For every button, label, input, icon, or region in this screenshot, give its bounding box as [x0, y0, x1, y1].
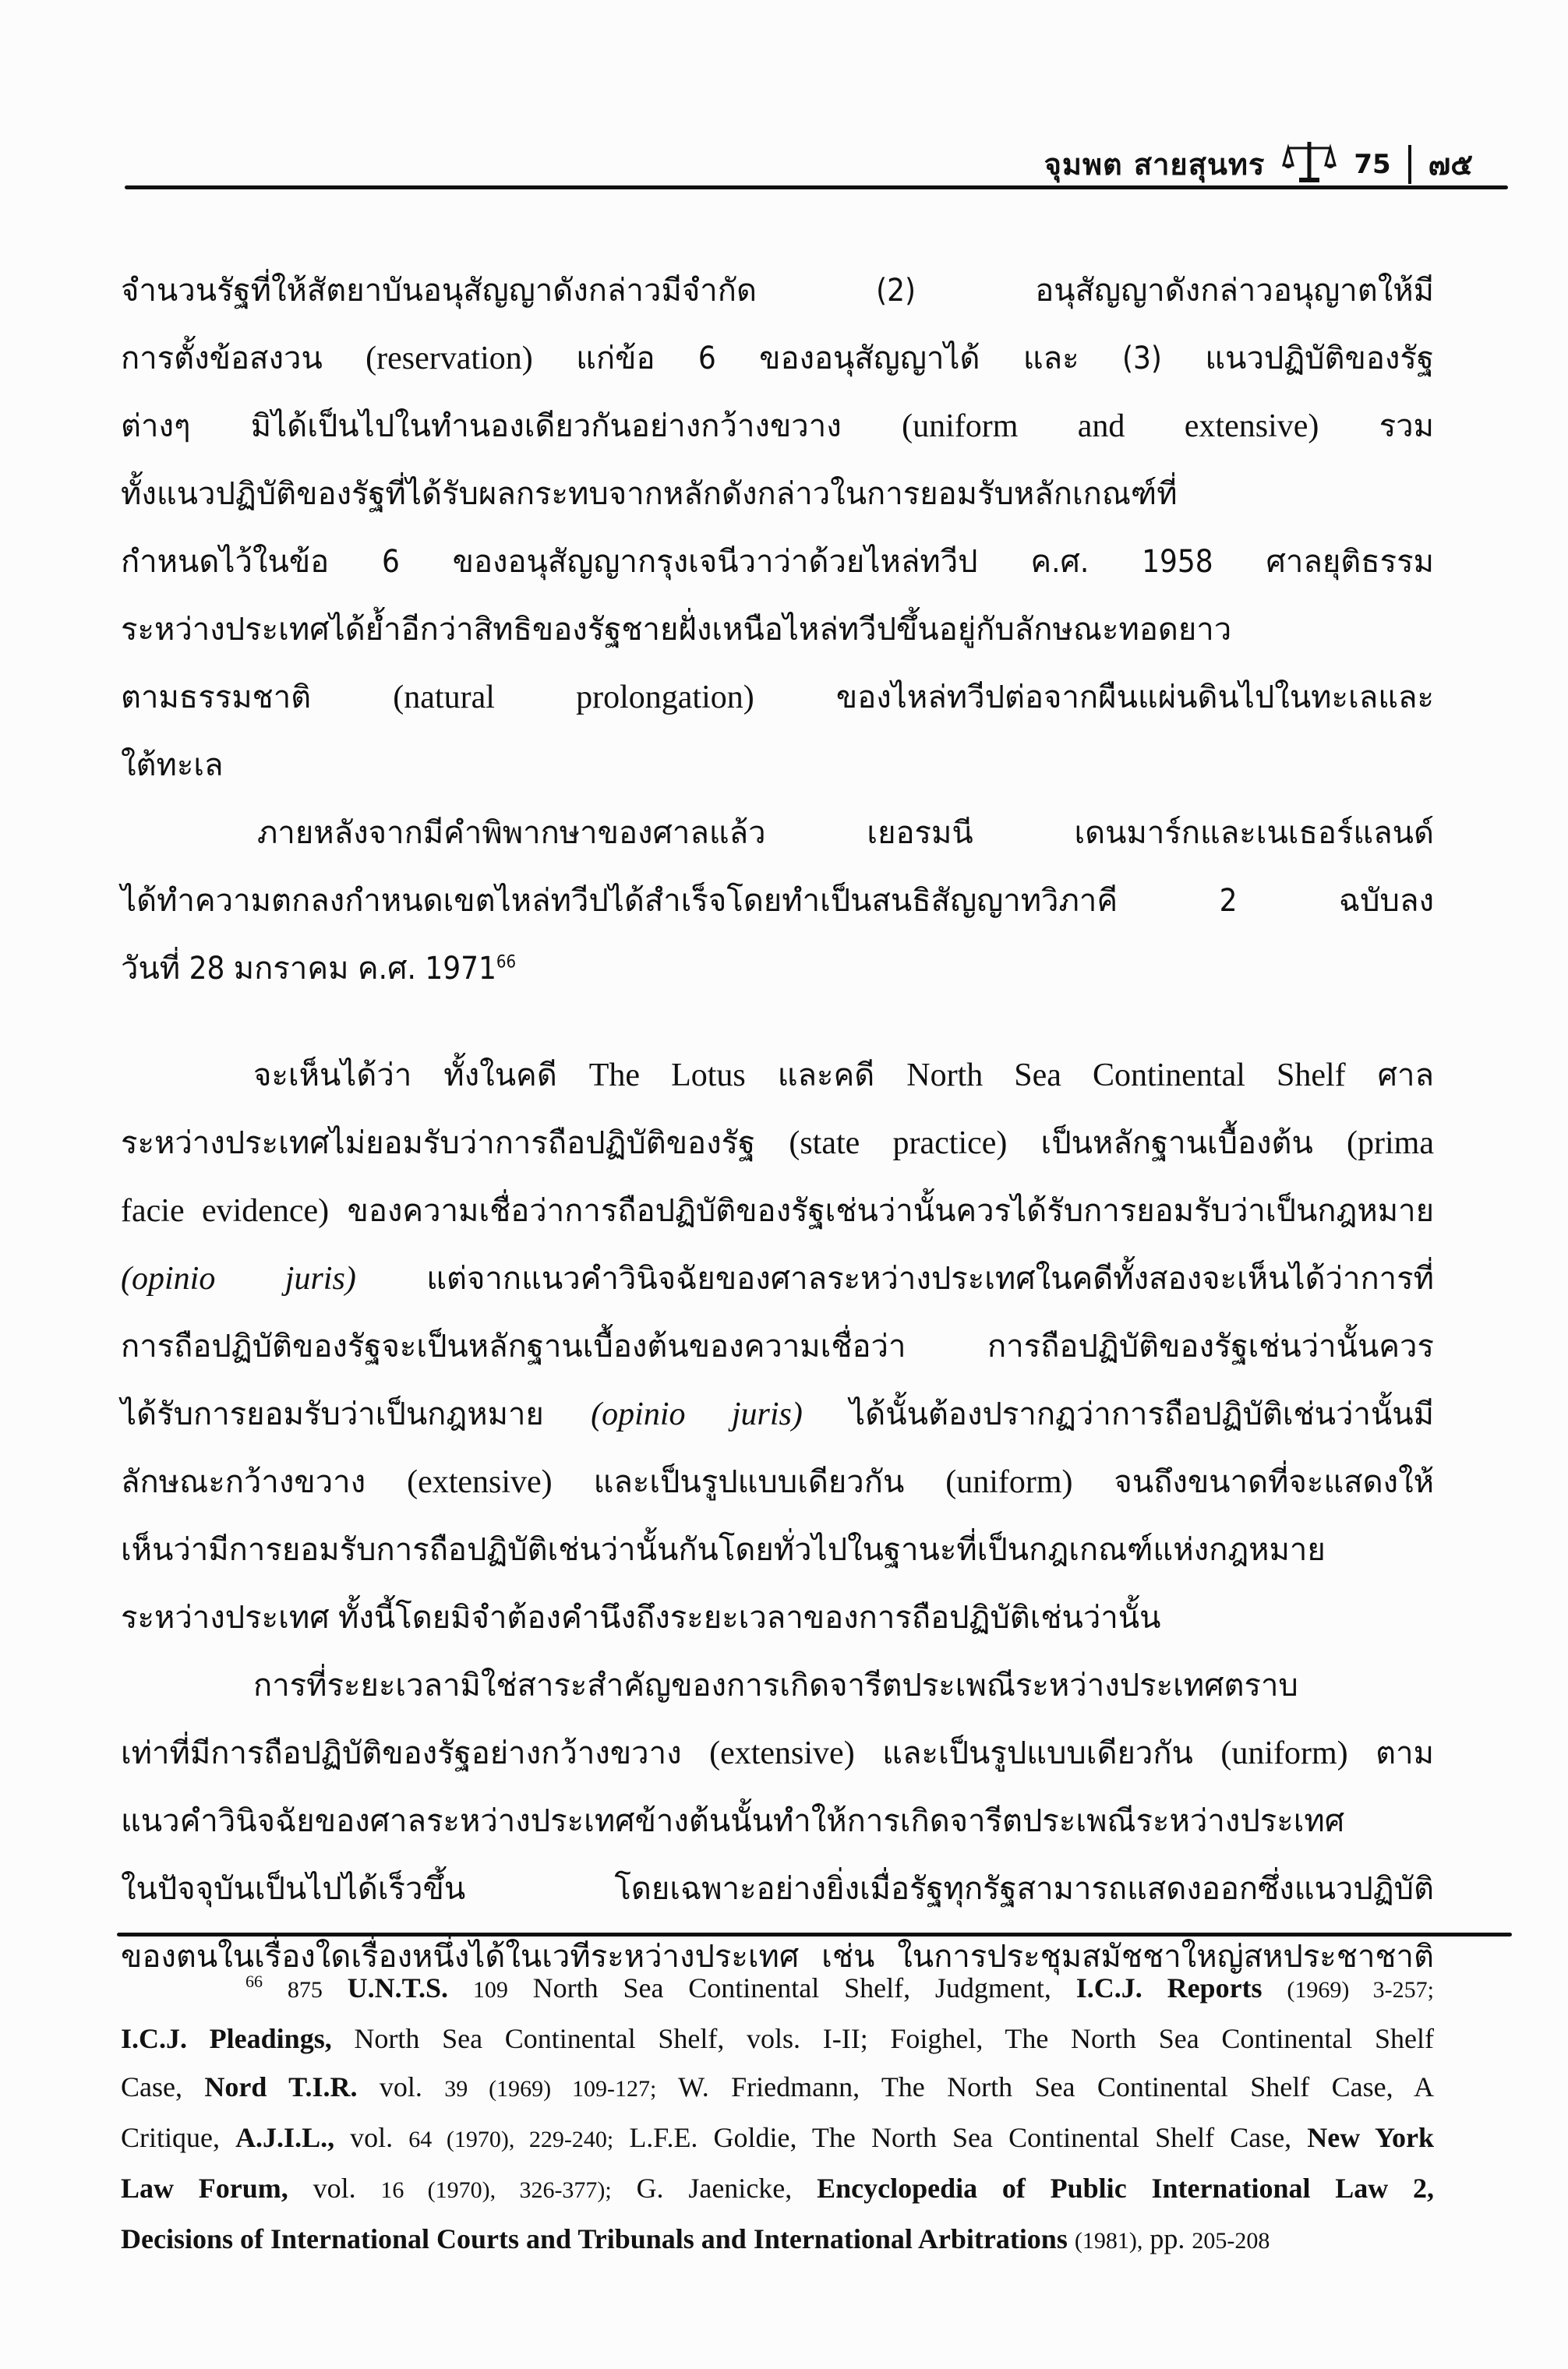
footnote-line: [121, 2215, 1434, 2265]
text-line: การที่ระยะเวลามิใช่สาระสำคัญของการเกิดจารีตประเพณีระหว่างประเทศตราบ: [253, 1668, 1298, 1703]
text-line: ได้ทำความตกลงกำหนดเขตไหล่ทวีปได้สำเร็จโดยทำเป็นสนธิสัญญาทวิภาคี 2 ฉบับลง: [121, 883, 1434, 919]
text-span: pp.: [1150, 2223, 1185, 2254]
text-span: Case,: [121, 2071, 182, 2102]
text-span: และคดี: [777, 1057, 875, 1093]
text-span: ได้นั้นต้องปรากฏว่าการถือปฏิบัติเช่นว่านั้นมี: [849, 1396, 1434, 1432]
text-span: 875: [287, 1977, 323, 2003]
text-line: ระหว่างประเทศได้ย้ำอีกว่าสิทธิของรัฐชายฝั่งเหนือไหล่ทวีปขึ้นอยู่กับลักษณะทอดยาว: [121, 612, 1232, 648]
english-term: (extensive): [407, 1464, 553, 1500]
text-span: การตั้งข้อสงวน: [121, 341, 323, 376]
header-content: [1044, 140, 1473, 184]
text-line: [121, 1110, 1434, 1177]
footnote-line: [121, 2113, 1434, 2164]
text-line: ทั้งแนวปฏิบัติของรัฐที่ได้รับผลกระทบจากหลักดังกล่าวในการยอมรับหลักเกณฑ์ที่: [121, 476, 1178, 512]
text-line: [121, 1245, 1434, 1313]
text-span: L.F.E. Goldie, The North Sea Continental Shelf Case,: [629, 2122, 1292, 2153]
text-span: 39 (1969) 109-127;: [444, 2076, 657, 2102]
text-span: Critique,: [121, 2122, 220, 2153]
text-line: ภายหลังจากมีคำพิพากษาของศาลแล้ว เยอรมนี เดนมาร์กและเนเธอร์แลนด์: [257, 815, 1434, 851]
text-line: [121, 1381, 1434, 1449]
text-span: 16 (1970), 326-377);: [380, 2177, 612, 2203]
scales-of-justice-icon: [1282, 140, 1337, 184]
text-line: ระหว่างประเทศ ทั้งนี้โดยมิจำต้องคำนึงถึงระยะเวลาของการถือปฏิบัติเช่นว่านั้น: [121, 1600, 1161, 1636]
text-span: รวม: [1379, 408, 1434, 444]
text-span: ศาล: [1377, 1057, 1434, 1093]
page-number-thai: ๗๕: [1428, 147, 1473, 182]
footnote-line: [121, 2164, 1434, 2215]
text-span: ต่างๆ มิได้เป็นไปในทำนองเดียวกันอย่างกว้างขวาง: [121, 408, 842, 444]
paragraph-spacer: [121, 1003, 1434, 1042]
text-span: จนถึงขนาดที่จะแสดงให้: [1114, 1464, 1434, 1500]
text-span: แต่จากแนวคำวินิจฉัยของศาลระหว่างประเทศในคดีทั้งสองจะเห็นได้ว่าการที่: [426, 1261, 1434, 1297]
english-term: (uniform): [1220, 1735, 1348, 1771]
footnote-reference[interactable]: 66: [496, 952, 517, 973]
paragraph-1: [121, 257, 1434, 800]
english-term: (extensive): [709, 1735, 855, 1771]
text-line: [121, 1720, 1434, 1788]
english-term: (reservation): [366, 341, 533, 376]
case-name: North Sea Continental Shelf: [906, 1057, 1346, 1093]
text-span: North Sea Continental Shelf, vols. I-II; Foighel, The North Sea Continental Shelf: [354, 2023, 1435, 2054]
footnote-line: [121, 2014, 1434, 2063]
text-span: และเป็นรูปแบบเดียวกัน: [593, 1464, 905, 1500]
text-span: แก่ข้อ 6 ของอนุสัญญาได้ และ (3) แนวปฏิบัติของรัฐ: [576, 341, 1434, 376]
text-line: [121, 664, 1434, 732]
english-term: (prima: [1347, 1125, 1434, 1161]
text-line: [121, 393, 1434, 461]
footnote-line: [121, 1964, 1434, 2014]
text-line: [121, 1042, 1434, 1110]
text-line: [121, 935, 1434, 1003]
paragraph-2: [121, 800, 1434, 1003]
running-header: [117, 132, 1512, 203]
english-term: (uniform): [945, 1464, 1073, 1500]
journal-abbrev: I.C.J. Pleadings,: [121, 2023, 332, 2054]
text-span: W. Friedmann, The North Sea Continental Shelf Case, A: [678, 2071, 1435, 2102]
text-span: ของไหล่ทวีปต่อจากผืนแผ่นดินไปในทะเลและ: [835, 680, 1434, 715]
text-span: เป็นหลักฐานเบื้องต้น: [1040, 1125, 1313, 1161]
latin-term: (opinio juris): [591, 1396, 803, 1432]
text-line: [121, 325, 1434, 393]
text-span: ตามธรรมชาติ: [121, 680, 312, 715]
text-line: การถือปฏิบัติของรัฐจะเป็นหลักฐานเบื้องต้นของความเชื่อว่า การถือปฏิบัติของรัฐเช่นว่านั้นควร: [121, 1329, 1434, 1365]
paragraph-3: [121, 1042, 1434, 1652]
footnote-line: [121, 2063, 1434, 2113]
text-span: G. Jaenicke,: [636, 2173, 793, 2204]
text-span: 205-208: [1192, 2228, 1270, 2254]
text-span: vol.: [350, 2122, 394, 2153]
english-term: (uniform and extensive): [902, 408, 1319, 444]
journal-abbrev: A.J.I.L.,: [235, 2122, 335, 2153]
text-line: ของตนในเรื่องใดเรื่องหนึ่งได้ในเวทีระหว่างประเทศ เช่น ในการประชุมสมัชชาใหญ่สหประชาชาติ: [121, 1939, 1434, 1975]
latin-term: (opinio juris): [121, 1261, 356, 1297]
text-span: (1969) 3-257;: [1287, 1977, 1435, 2003]
text-span: vol.: [313, 2173, 356, 2204]
text-line: ใต้ทะเล: [121, 747, 224, 783]
text-span: เท่าที่มีการถือปฏิบัติของรัฐอย่างกว้างขวาง: [121, 1735, 682, 1771]
journal-abbrev: Law Forum,: [121, 2173, 288, 2204]
page-number-arabic: 75: [1354, 149, 1391, 180]
text-span: วันที่ 28 มกราคม ค.ศ. 1971: [121, 951, 496, 987]
text-line: [121, 1177, 1434, 1245]
text-span: และเป็นรูปแบบเดียวกัน: [882, 1735, 1193, 1771]
text-span: North Sea Continental Shelf, Judgment,: [532, 1972, 1051, 2004]
header-divider: [1408, 145, 1411, 184]
footnote-66: [121, 1964, 1434, 2265]
text-line: ในปัจจุบันเป็นไปได้เร็วขึ้น โดยเฉพาะอย่างยิ่งเมื่อรัฐทุกรัฐสามารถแสดงออกซึ่งแนวปฏิบัติ: [121, 1871, 1434, 1907]
book-title: Decisions of International Courts and Tribunals and International Arbitrations: [121, 2223, 1068, 2254]
text-span: ลักษณะกว้างขวาง: [121, 1464, 366, 1500]
text-span: ของความเชื่อว่าการถือปฏิบัติของรัฐเช่นว่านั้นควรได้รับการยอมรับว่าเป็นกฎหมาย: [347, 1193, 1434, 1229]
english-term: (natural prolongation): [393, 680, 754, 715]
text-line: เห็นว่ามีการยอมรับการถือปฏิบัติเช่นว่านั้นกันโดยทั่วไปในฐานะที่เป็นกฎเกณฑ์แห่งกฎหมาย: [121, 1532, 1326, 1568]
text-span: ได้รับการยอมรับว่าเป็นกฎหมาย: [121, 1396, 544, 1432]
paragraph-4: [121, 1652, 1434, 1991]
text-span: ตาม: [1376, 1735, 1434, 1771]
footnote-number: 66: [245, 1972, 263, 1991]
header-author: จุมพต สายสุนทร: [1044, 147, 1266, 182]
header-rule: [125, 185, 1508, 189]
text-line: จำนวนรัฐที่ให้สัตยาบันอนุสัญญาดังกล่าวมีจำกัด (2) อนุสัญญาดังกล่าวอนุญาตให้มี: [121, 273, 1434, 309]
text-span: ระหว่างประเทศไม่ยอมรับว่าการถือปฏิบัติของรัฐ: [121, 1125, 756, 1161]
footnote-rule: [117, 1933, 1512, 1937]
english-term: facie evidence): [121, 1193, 330, 1229]
text-line: [121, 1449, 1434, 1516]
case-name: The Lotus: [588, 1057, 746, 1093]
body-text: [121, 257, 1434, 1991]
text-span: (1981),: [1074, 2228, 1143, 2254]
text-span: 109: [472, 1977, 508, 2003]
journal-abbrev: Nord T.I.R.: [204, 2071, 358, 2102]
journal-abbrev: I.C.J. Reports: [1075, 1972, 1263, 2004]
journal-abbrev: New York: [1307, 2122, 1434, 2153]
journal-abbrev: U.N.T.S.: [347, 1972, 449, 2004]
book-title: Encyclopedia of Public International Law 2,: [817, 2173, 1435, 2204]
text-line: กำหนดไว้ในข้อ 6 ของอนุสัญญากรุงเจนีวาว่าด้วยไหล่ทวีป ค.ศ. 1958 ศาลยุติธรรม: [121, 544, 1434, 580]
text-span: จะเห็นได้ว่า ทั้งในคดี: [253, 1057, 557, 1093]
text-span: 64 (1970), 229-240;: [408, 2127, 614, 2152]
english-term: (state practice): [789, 1125, 1008, 1161]
text-span: vol.: [379, 2071, 422, 2102]
text-line: แนวคำวินิจฉัยของศาลระหว่างประเทศข้างต้นนั้นทำให้การเกิดจารีตประเพณีระหว่างประเทศ: [121, 1803, 1345, 1839]
